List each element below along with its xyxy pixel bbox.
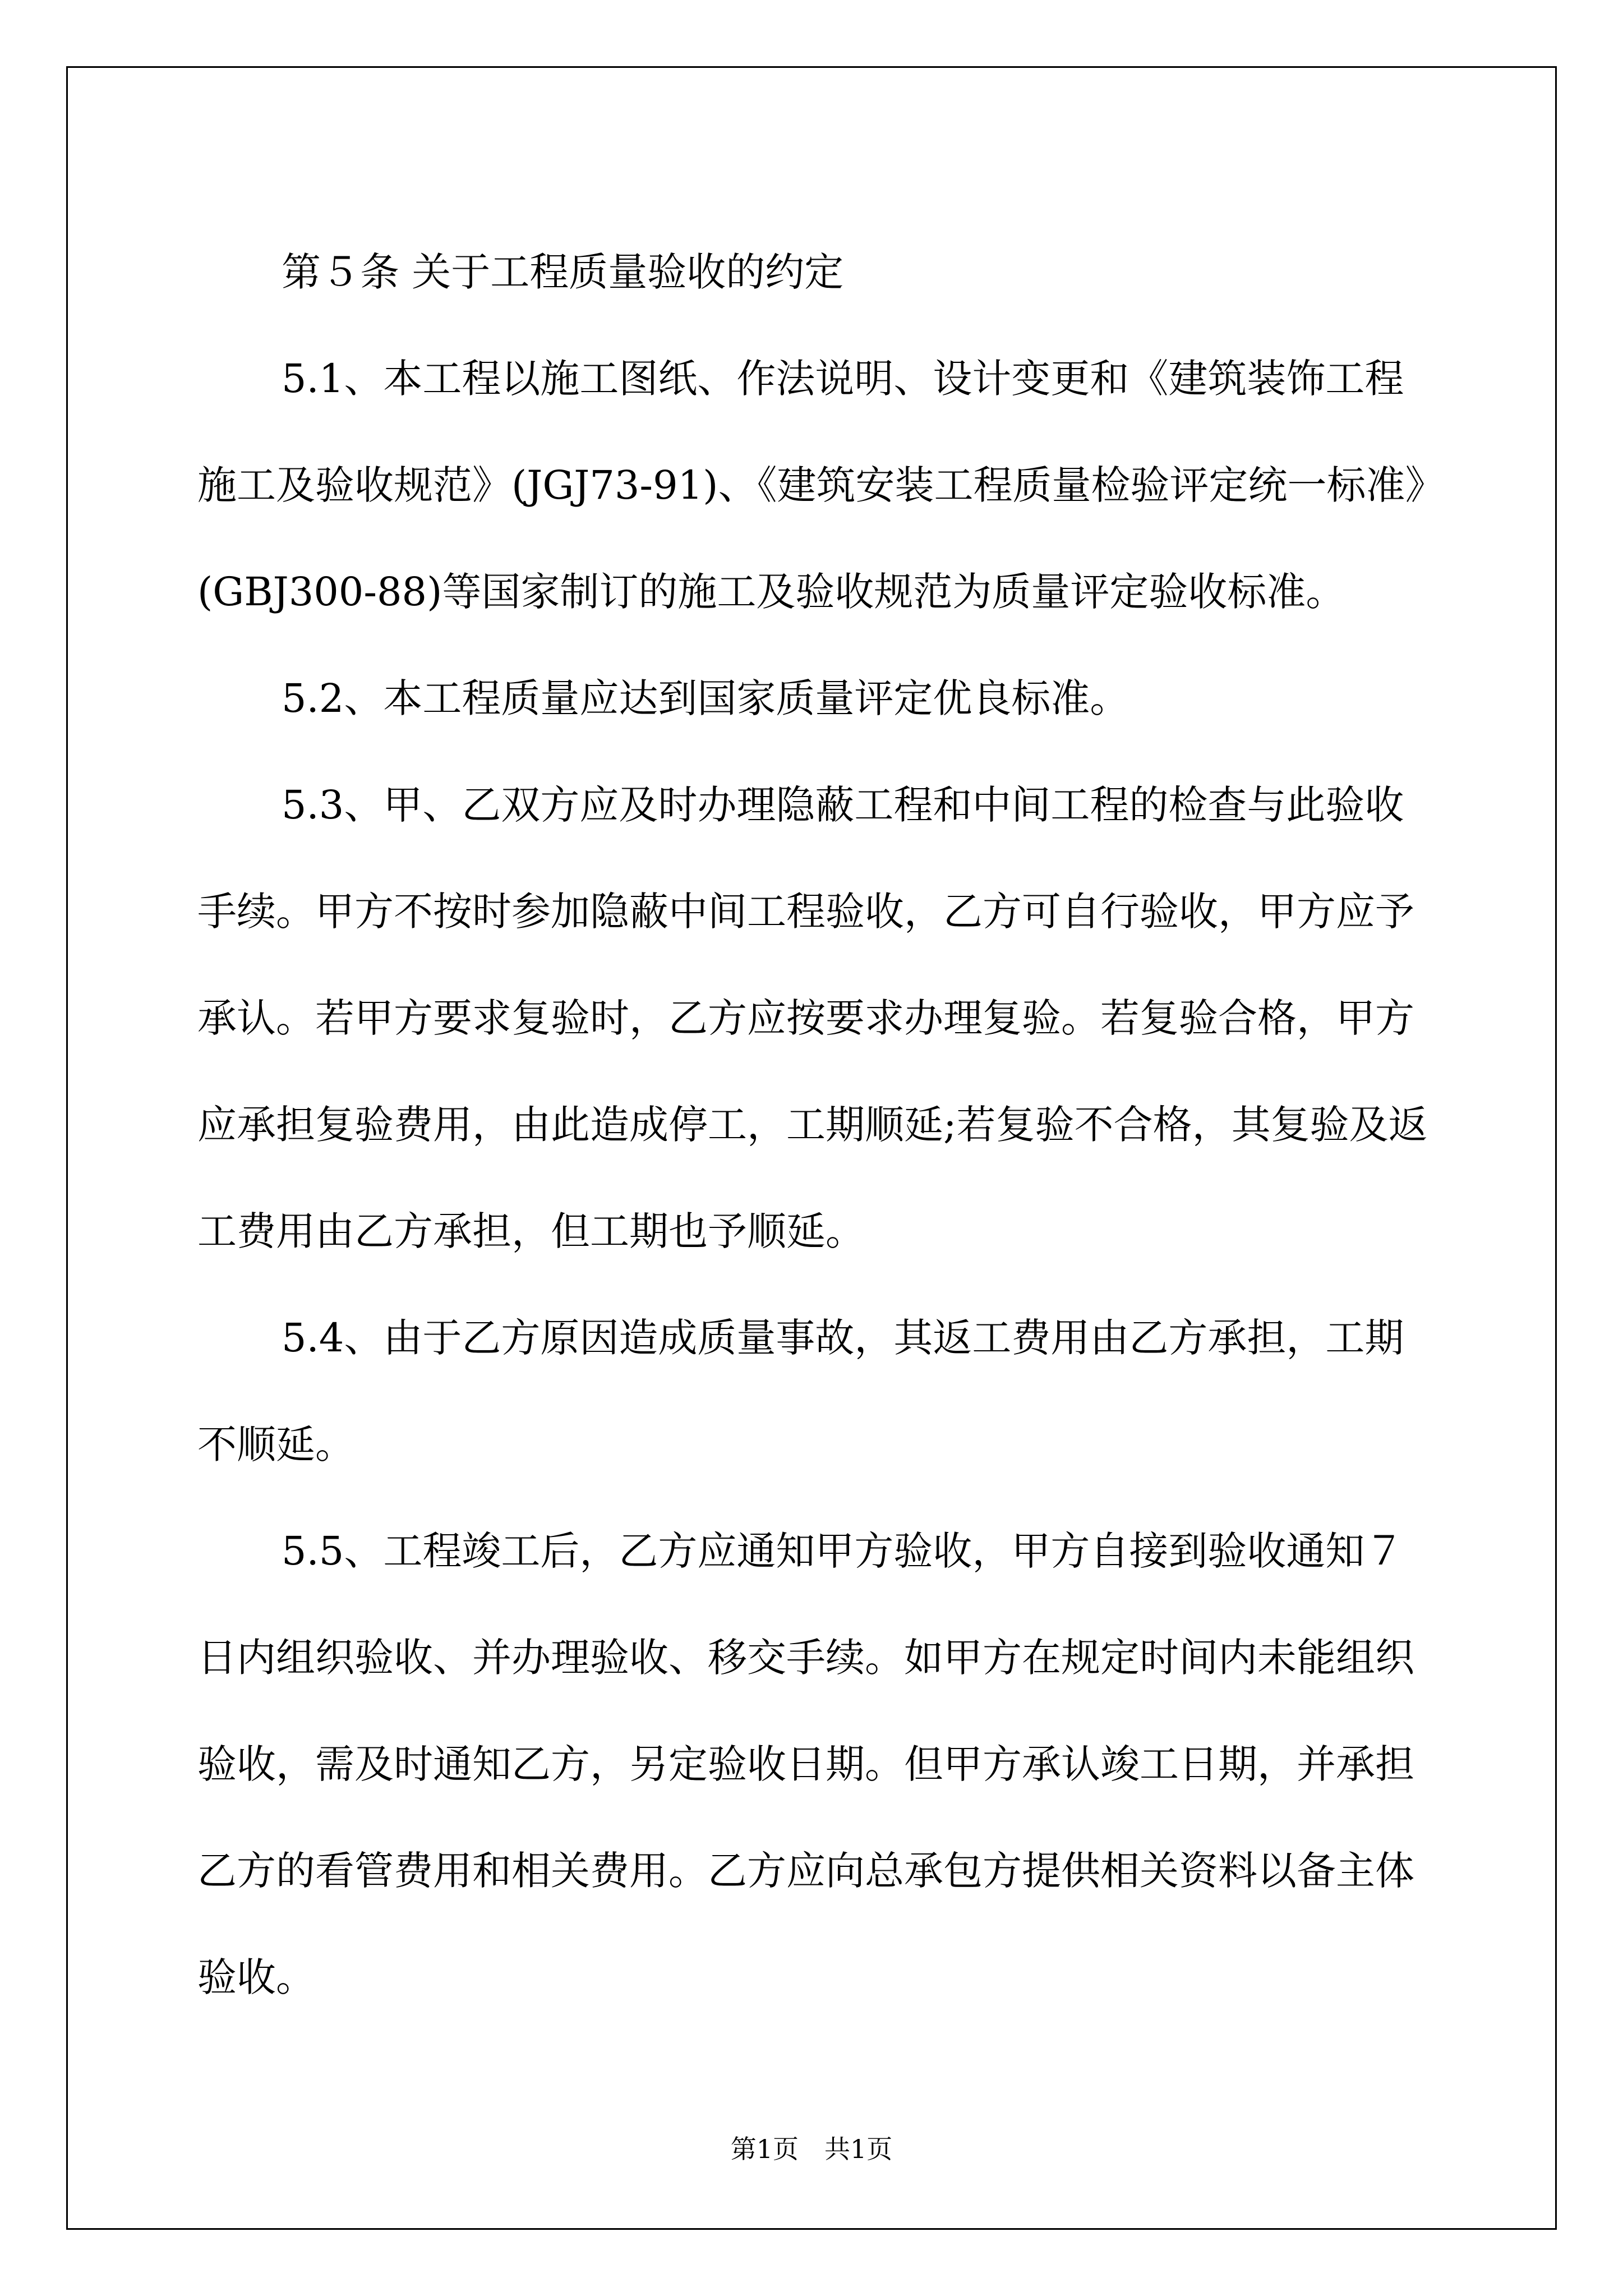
paragraph-5-4: 5.4、由于乙方原因造成质量事故，其返工费用由乙方承担，工期不顺延。: [197, 1315, 1404, 1467]
paragraph-5-5: 5.5、工程竣工后，乙方应通知甲方验收，甲方自接到验收通知７日内组织验收、并办理验收、移交手续。如甲方在规定时间内未能组织验收，需及时通知乙方，另定验收日期。但甲方承认竣工日期，并承担乙方的看管费用和相关费用。乙方应向总承包方提供相关资料以备主体验收。: [197, 1528, 1414, 2000]
paragraph-5-3: 5.3、甲、乙双方应及时办理隐蔽工程和中间工程的检查与此验收手续。甲方不按时参加隐蔽中间工程验收，乙方可自行验收，甲方应予承认。若甲方要求复验时，乙方应按要求办理复验。若复验合格，甲方应承担复验费用，由此造成停工，工期顺延;若复验不合格，其复验及返工费用由乙方承担，但工期也予顺延。: [197, 782, 1428, 1254]
paragraph-5-2: 5.2、本工程质量应达到国家质量评定优良标准。: [282, 675, 1129, 721]
paragraph-5-1: 5.1、本工程以施工图纸、作法说明、设计变更和《建筑装饰工程施工及验收规范》(JGJ73-91)、《建筑安装工程质量检验评定统一标准》(GBJ300-88)等国家制订的施工及验收规范为质量评定验收标准。: [197, 356, 1425, 615]
section-heading: 第５条 关于工程质量验收的约定: [282, 249, 844, 295]
page-footer: 第1页 共1页: [730, 2134, 893, 2164]
document-body: [197, 219, 1429, 2031]
